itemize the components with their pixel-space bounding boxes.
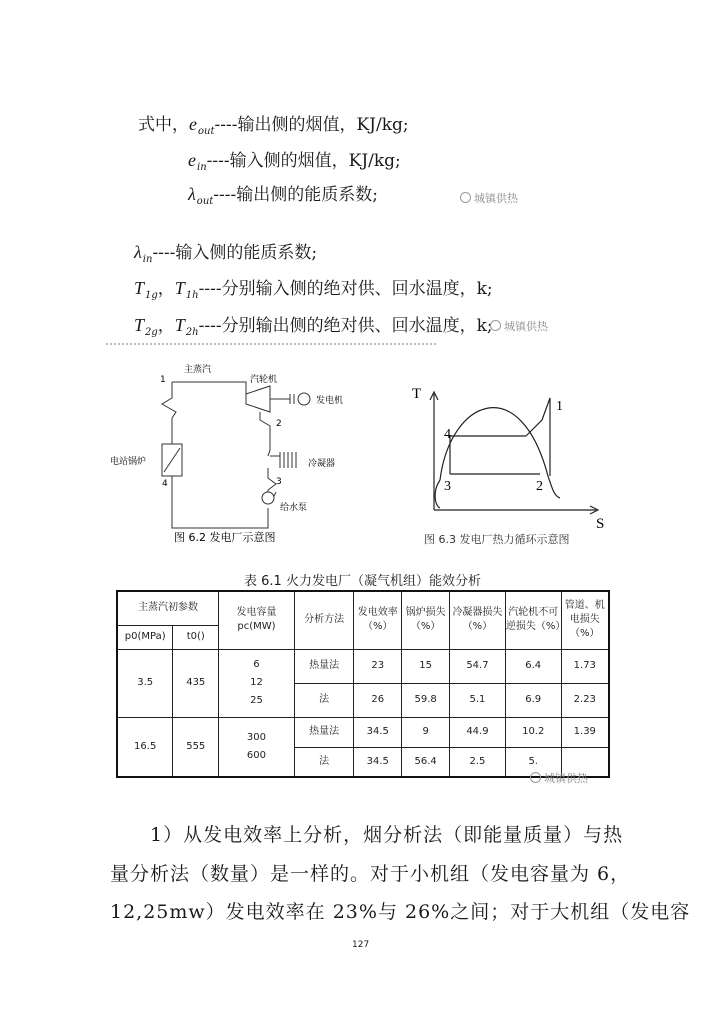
efficiency-table (116, 590, 610, 778)
cell-capacity: 300 600 (219, 717, 295, 777)
cropped-text-remnant (106, 343, 436, 349)
label-node-4: 4 (162, 479, 168, 489)
cell-pipe: 1.39 (561, 717, 609, 747)
symbol-sub: 1g (145, 290, 158, 301)
header-condenser-loss: 冷凝器损失（%） (450, 591, 506, 649)
definition-text: ----输出侧的能质系数; (213, 185, 378, 205)
header-boiler-loss: 锅炉损失（%） (402, 591, 450, 649)
wechat-icon (490, 320, 501, 331)
figure-caption-right: 图 6.3 发电厂热力循环示意图 (424, 533, 570, 546)
cell-t0: 435 (173, 649, 219, 717)
wechat-icon (530, 772, 541, 783)
header-main-params: 主蒸汽初参数 (117, 591, 219, 625)
paragraph-line-1: 1）从发电效率上分析，烟分析法（即能量质量）与热 (150, 824, 624, 846)
cell-efficiency: 34.5 (354, 747, 402, 777)
table-row (117, 649, 609, 683)
symbol-sub: 2h (185, 327, 199, 338)
pump-shape (262, 492, 274, 504)
table-title: 表 6.1 火力发电厂（凝气机组）能效分析 (244, 574, 481, 589)
cell-boiler: 9 (402, 717, 450, 747)
symbol-t: T (174, 315, 185, 335)
point-4: 4 (444, 427, 451, 442)
cell-method: 法 (294, 747, 354, 777)
definition-t2 (134, 311, 493, 338)
symbol-lambda: λ (188, 184, 196, 204)
cell-method: 热量法 (294, 717, 354, 747)
cell-condenser: 54.7 (450, 649, 506, 683)
symbol-sub-out: out (198, 126, 215, 137)
symbol-t: T (174, 278, 185, 298)
condenser-shape (270, 452, 296, 468)
symbol-e: e (189, 114, 197, 134)
symbol-sub: 2g (145, 327, 158, 338)
definition-lambda-out (188, 180, 378, 207)
paragraph-line-3: 12,25mw）发电效率在 23%与 26%之间；对于大机组（发电容 (110, 901, 691, 923)
label-node-3: 3 (276, 477, 282, 487)
definition-text: ----输入侧的能质系数; (152, 243, 318, 263)
definition-e-out (138, 110, 409, 137)
definition-text: ----分别输出侧的绝对供、回水温度，k; (198, 316, 493, 336)
cell-boiler: 15 (402, 649, 450, 683)
label-condenser: 冷凝器 (308, 459, 336, 469)
watermark: 城镇供热 (530, 770, 588, 786)
label-boiler: 电站锅炉 (110, 457, 147, 467)
point-2: 2 (536, 479, 543, 494)
header-p0: p0(MPa) (117, 625, 173, 649)
feedwater-line (172, 476, 268, 528)
definition-text: ----输入侧的烟值，KJ/kg; (206, 151, 401, 171)
label-main-steam: 主蒸汽 (184, 365, 212, 375)
steam-pipe (162, 382, 176, 444)
header-capacity: 发电容量 pc(MW) (219, 591, 295, 649)
turbine-shape (246, 386, 270, 412)
definition-text: ----分别输入侧的绝对供、回水温度，k; (198, 279, 493, 299)
point-3: 3 (444, 479, 451, 494)
cell-turbine: 5. (505, 747, 561, 777)
cell-turbine: 10.2 (505, 717, 561, 747)
axis-label-t: T (412, 386, 422, 402)
symbol-sub-in: in (197, 162, 207, 173)
symbol-sub-in: in (142, 254, 153, 265)
symbol-t: T (134, 315, 145, 335)
separator: ， (157, 279, 175, 299)
saturation-dome (440, 408, 548, 480)
point-1: 1 (556, 399, 563, 414)
watermark: 城镇供热 (490, 318, 548, 334)
cell-p0: 16.5 (117, 717, 173, 777)
symbol-sub: 1h (185, 290, 199, 301)
cell-condenser: 44.9 (450, 717, 506, 747)
definition-text: ----输出侧的烟值，KJ/kg; (214, 115, 409, 135)
cell-condenser: 2.5 (450, 747, 506, 777)
definition-t1 (134, 274, 493, 301)
cell-capacity: 6 12 25 (219, 649, 295, 717)
cycle-superheat (526, 398, 550, 476)
header-pipe-loss: 管道、机电损失（%） (561, 591, 609, 649)
cell-condenser: 5.1 (450, 683, 506, 717)
definition-e-in (188, 146, 401, 173)
axis-label-s: S (596, 516, 605, 532)
header-turbine-loss: 汽轮机不可逆损失（%） (505, 591, 561, 649)
header-method: 分析方法 (294, 591, 354, 649)
cell-p0: 3.5 (117, 649, 173, 717)
cell-boiler: 56.4 (402, 747, 450, 777)
cell-method: 法 (294, 683, 354, 717)
cell-boiler: 59.8 (402, 683, 450, 717)
wechat-icon (460, 192, 471, 203)
symbol-sub-out: out (196, 196, 214, 207)
cell-pipe: 2.23 (561, 683, 609, 717)
cell-pipe: 1.73 (561, 649, 609, 683)
table-row (117, 717, 609, 747)
definitions-intro: 式中， (138, 115, 189, 135)
watermark: 城镇供热 (460, 190, 518, 206)
label-node-2: 2 (276, 419, 282, 429)
symbol-lambda: λ (134, 242, 142, 262)
definition-lambda-in (134, 238, 317, 265)
header-t0: t0() (173, 625, 219, 649)
generator-shape (298, 393, 310, 405)
ts-diagram (410, 380, 610, 550)
cell-efficiency: 34.5 (354, 717, 402, 747)
paragraph-line-2: 量分析法（数量）是一样的。对于小机组（发电容量为 6， (110, 863, 631, 885)
cell-t0: 555 (173, 717, 219, 777)
label-turbine: 汽轮机 (250, 375, 278, 385)
cell-efficiency: 26 (354, 683, 402, 717)
header-efficiency: 发电效率（%） (354, 591, 402, 649)
figure-caption-left: 图 6.2 发电厂示意图 (174, 531, 276, 544)
symbol-e: e (188, 150, 196, 170)
cell-efficiency: 23 (354, 649, 402, 683)
label-node-1: 1 (160, 375, 166, 385)
cell-turbine: 6.9 (505, 683, 561, 717)
label-pump: 给水泵 (280, 503, 308, 513)
steam-pipe-top (172, 382, 246, 394)
cell-turbine: 6.4 (505, 649, 561, 683)
symbol-t: T (134, 278, 145, 298)
page-number: 127 (352, 940, 370, 950)
label-generator: 发电机 (316, 396, 344, 406)
separator: ， (157, 316, 175, 336)
power-plant-schematic (100, 360, 400, 550)
cell-method: 热量法 (294, 649, 354, 683)
